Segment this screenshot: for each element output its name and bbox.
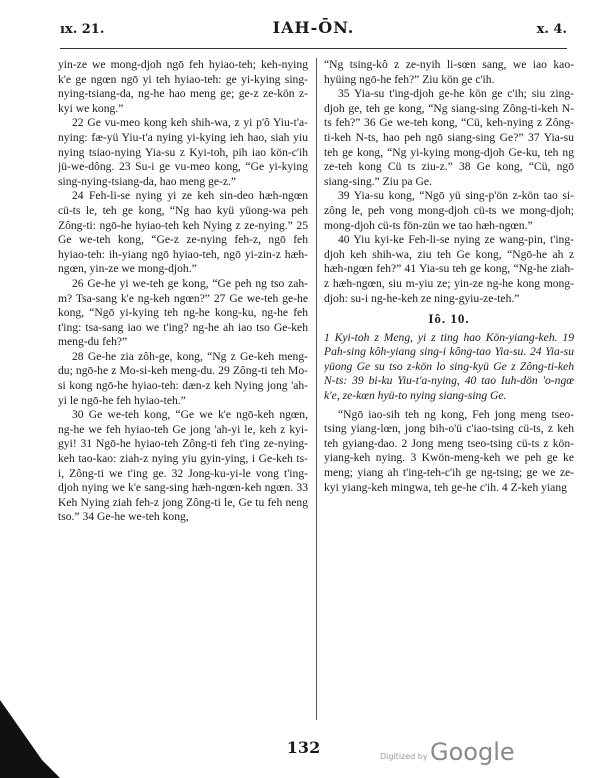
paragraph: 35 Yia-su t'ing-djoh ge-he kön ge c'ih; siu zing-djoh ge, teh ge kong, “Ng siang-sing Zông-ti-keh N-ts feh?” 36 Ge we-teh kong, “Cü, keh-nying z Zông-ti-keh N-ts, hao peh ngō siang-sing Ge?” 37 Yia-su teh ge kong, “Ng yi-kying mong-djoh Ge-ku, teh ng ze-teh kong Cü ts ziu-z.” 38 Ge kong, “Cü, ngō siang-sing.” Ziu pa Ge. bbox=[324, 87, 574, 188]
header-left-reference: ıx. 21. bbox=[60, 22, 105, 37]
header-rule bbox=[60, 48, 567, 49]
paragraph: 26 Ge-he yi we-teh ge kong, “Ge peh ng tso zah-m? Tsa-sang k'e ng-keh ngœn?” 27 Ge we-teh ge-he kong, “Ngō yi-kying teh ng-he kong-ku, ng-he feh t'ing: tsa-sang iao we t'ing? ng-he ah iao tso Ge-keh meng-du feh?” bbox=[58, 276, 308, 349]
paragraph: 28 Ge-he zia zôh-ge, kong, “Ng z Ge-keh meng-du; ngō-he z Mo-si-keh meng-du. 29 Zông-ti teh Mo-si kong ngō-he hyiao-teh: dæn-z keh Nying jong 'ah-yi le ngō-he feh hyiao-teh.” bbox=[58, 349, 308, 407]
watermark-logo-text: Google bbox=[430, 738, 515, 766]
paragraph: 40 Yiu kyi-ke Feh-li-se nying ze wang-pin, t'ing-djoh keh shih-wa, ziu teh Ge kong, “Ngō-he ah z hæh-ngœn feh?” 41 Yia-su teh ge kong, “Ng-he ziah-z hæh-ngœn, siu m-yiu ze; yin-ze ng-he kong mong-djoh: su-i ng-he-keh ze ning-gyiu-ze-teh.” bbox=[324, 233, 574, 305]
paragraph: yin-ze we mong-djoh ngō feh hyiao-teh; keh-nying k'e ge ngœn ngō yi teh hyiao-teh: ge yi-kying sing-nying-tsiang-da, ng-he hao meng ge; ge-z ze-kön z-kyi we kong.” bbox=[58, 58, 308, 115]
left-column bbox=[58, 58, 308, 736]
chapter-summary: 1 Kyi-toh z Meng, yi z ting hao Kön-yiang-keh. 19 Pah-sing kôh-yiang sing-i kông-tao Yia-su. 24 Yia-su yüong Ge su tso z-kön lo sing-kyü Ge z Zông-ti-keh N-ts: 39 bi-ku Yiu-t'a-nying, 40 tao Iuh-dön 'o-ngœ k'e, ze-kœn hyü-to nying siang-sing Ge. bbox=[324, 330, 574, 403]
paragraph: “Ngō iao-sih teh ng kong, Feh jong meng tseo-tsing yiang-lœn, jong bih-o'ü c'iao-tsing cü-ts, z keh teh gyiang-dao. 2 Jong meng tseo-tsing cü-ts z kön-yiang-keh nying. 3 Kwön-meng-keh we peh ge ke meng; yiang ah t'ing-teh-c'ih ge ng-tsing; ge we ze-kyi yiang-keh mingwa, teh ge-he c'ih. 4 Z-keh yiang bbox=[324, 407, 574, 494]
running-header bbox=[60, 18, 567, 44]
column-divider bbox=[316, 58, 317, 720]
paragraph: “Ng tsing-kô z ze-nyih li-sœn sang, we iao kao-hyüing ngō-he feh?” Ziu kön ge c'ih. bbox=[324, 58, 574, 86]
page-corner-shadow bbox=[0, 690, 80, 778]
header-right-reference: x. 4. bbox=[536, 22, 567, 37]
chapter-heading: Iô. 10. bbox=[428, 311, 470, 327]
paragraph: 22 Ge vu-meo kong keh shih-wa, z yi p'ô Yiu-t'a-nying: fæ-yü Yiu-t'a nying yi-kying ieh hao, siah yiu nying tsiao-nying Yia-su z Kyi-toh, pih iao kön-c'ih jü-we-dông. 23 Su-i ge vu-meo kong, “Ge yi-kying sing-nying-tsiang-da, hao meng ge-z.” bbox=[58, 116, 308, 188]
paragraph: 30 Ge we-teh kong, “Ge we k'e ngō-keh ngœn, ng-he we feh hyiao-teh Ge jong 'ah-yi le, keh z kyi-gyi! 31 Ngō-he hyiao-teh Zông-ti feh t'ing ze-nying-keh tao-kao: ziah-z nying yiu gyin-ying, i Ge-keh ts-i, Zông-ti we t'ing ge. 32 Jong-ku-yi-le vong t'ing-djoh nying we k'e sang-sing hæh-ngœn-keh ngœn. 33 Keh Nying ziah feh-z jong Zông-ti le, Ge tu feh neng tso.” 34 Ge-he we-teh kong, bbox=[58, 408, 308, 524]
page-number: 132 bbox=[286, 738, 321, 757]
google-watermark bbox=[380, 738, 560, 768]
right-column bbox=[324, 58, 574, 736]
paragraph: 24 Feh-li-se nying yi ze keh sin-deo hæh-ngœn cü-ts le, teh ge kong, “Ng hao kyü yüong-wa peh Zông-ti: ngō-he hyiao-teh keh Nying z ze-nying.” 25 Ge we-teh kong, “Ge-z ze-nying feh-z, ngō feh hyiao-teh: ih-yiang ngō hyiao-teh, ngō yi-zin-z hæh-ngœn, yin-ze we mong-djoh.” bbox=[58, 189, 308, 276]
paragraph: 39 Yia-su kong, “Ngō yü sing-p'ön z-kön tao si-zông le, peh vong mong-djoh cü-ts we mong-djoh; mong-djoh cü-ts fön-zün we tao hæh-ngœn.” bbox=[324, 189, 574, 232]
header-book-title: IAH-ŌN. bbox=[272, 18, 355, 37]
watermark-small-text: Digitized by bbox=[380, 752, 428, 761]
